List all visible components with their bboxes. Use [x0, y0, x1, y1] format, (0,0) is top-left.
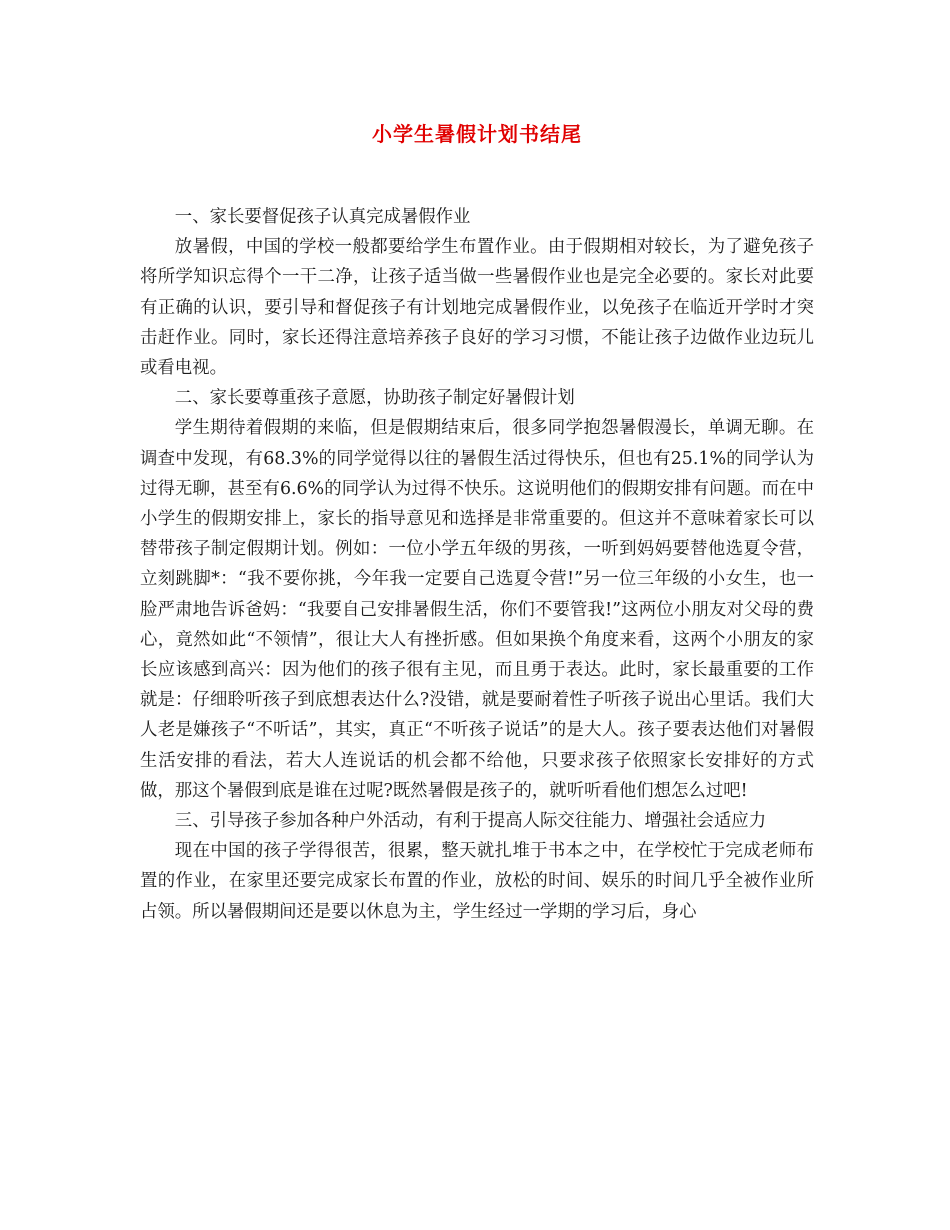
section-heading-2: 二、家长要尊重孩子意愿，协助孩子制定好暑假计划	[174, 388, 575, 409]
body-paragraph-2: 学生期待着假期的来临，但是假期结束后，很多同学抱怨暑假漫长，单调无聊。在调查中发现，有68.3%的同学觉得以往的暑假生活过得快乐，但也有25.1%的同学认为过得无聊，甚至有6.6%的同学认为过得不快乐。这说明他们的假期安排有问题。而在中小学生的假期安排上，家长的指导意见和选择是非常重要的。但这并不意味着家长可以替带孩子制定假期计划。例如：一位小学五年级的男孩，一听到妈妈要替他选夏令营，立刻跳脚*：“我不要你挑，今年我一定要自己选夏令营!”另一位三年级的小女生，也一脸严肃地告诉爸妈：“我要自己安排暑假生活，你们不要管我!”这两位小朋友对父母的费心，竟然如此“不领情”，很让大人有挫折感。但如果换个角度来看，这两个小朋友的家长应该感到高兴：因为他们的孩子很有主见，而且勇于表达。此时，家长最重要的工作就是：仔细聆听孩子到底想表达什么?没错，就是要耐着性子听孩子说出心里话。我们大人老是嫌孩子“不听话”，其实，真正“不听孩子说话”的是大人。孩子要表达他们对暑假生活安排的看法，若大人连说话的机会都不给他，只要求孩子依照家长安排好的方式做，那这个暑假到底是谁在过呢?既然暑假是孩子的，就听听看他们想怎么过吧!	[140, 418, 814, 801]
body-paragraph-1: 放暑假，中国的学校一般都要给学生布置作业。由于假期相对较长，为了避免孩子将所学知识忘得个一干二净，让孩子适当做一些暑假作业也是完全必要的。家长对此要有正确的认识，要引导和督促孩子有计划地完成暑假作业，以免孩子在临近开学时才突击赶作业。同时，家长还得注意培养孩子良好的学习习惯，不能让孩子边做作业边玩儿或看电视。	[140, 237, 814, 379]
section-heading-3: 三、引导孩子参加各种户外活动，有利于提高人际交往能力、增强社会适应力	[174, 811, 767, 832]
section-heading-1: 一、家长要督促孩子认真完成暑假作业	[174, 207, 471, 227]
body-paragraph-3: 现在中国的孩子学得很苦，很累，整天就扎堆于书本之中，在学校忙于完成老师布置的作业，在家里还要完成家长布置的作业，放松的时间、娱乐的时间几乎全被作业所占领。所以暑假期间还是要以休息为主，学生经过一学期的学习后，身心	[140, 841, 814, 922]
document-title: 小学生暑假计划书结尾	[372, 122, 582, 146]
